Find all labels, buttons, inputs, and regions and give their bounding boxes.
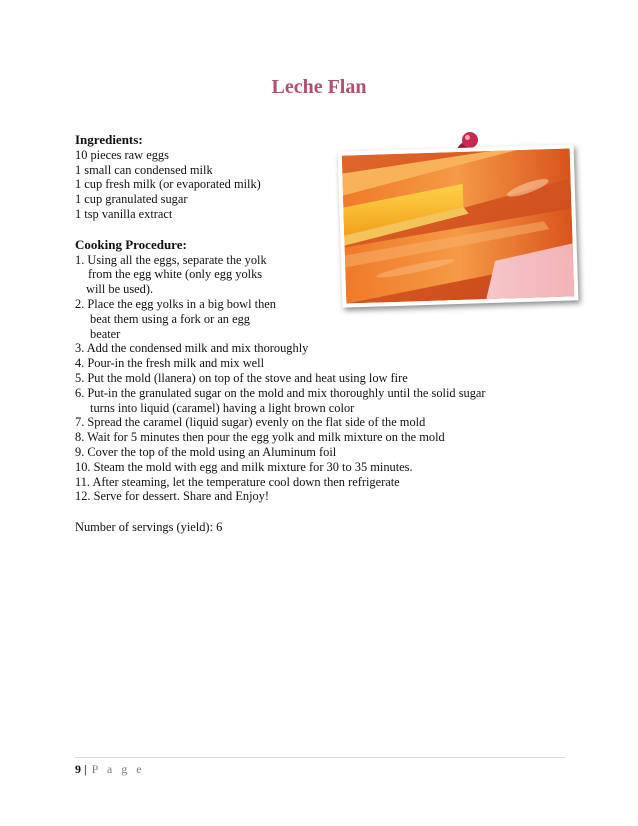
footer-separator: | bbox=[84, 762, 87, 776]
procedure-heading: Cooking Procedure: bbox=[75, 236, 187, 252]
procedure-step: 2. Place the egg yolks in a big bowl then bbox=[75, 296, 276, 311]
page-title: Leche Flan bbox=[271, 76, 367, 98]
procedure-step: 5. Put the mold (llanera) on top of the stove and heat using low fire bbox=[75, 370, 408, 385]
ingredient-item: 1 cup granulated sugar bbox=[75, 192, 188, 207]
procedure-step: 6. Put-in the granulated sugar on the mold and mix thoroughly until the solid sugar bbox=[75, 385, 486, 400]
servings-text: Number of servings (yield): 6 bbox=[75, 520, 223, 535]
ingredient-item: 10 pieces raw eggs bbox=[75, 147, 169, 162]
footer-divider bbox=[75, 757, 565, 758]
procedure-step-continuation: will be used). bbox=[86, 282, 154, 297]
page-footer bbox=[75, 762, 145, 777]
recipe-body bbox=[75, 133, 575, 535]
ingredients-heading: Ingredients: bbox=[75, 132, 143, 147]
procedure-step-continuation: beater bbox=[90, 326, 121, 341]
procedure-step: 8. Wait for 5 minutes then pour the egg yolk and milk mixture on the mold bbox=[75, 430, 445, 445]
procedure-step: 10. Steam the mold with egg and milk mixture for 30 to 35 minutes. bbox=[75, 459, 413, 474]
ingredient-item: 1 cup fresh milk (or evaporated milk) bbox=[75, 177, 261, 192]
procedure-step: 4. Pour-in the fresh milk and mix well bbox=[75, 356, 265, 371]
page-number: 9 bbox=[75, 762, 81, 776]
procedure-step: 12. Serve for dessert. Share and Enjoy! bbox=[75, 489, 270, 504]
page-label: P a g e bbox=[91, 762, 145, 776]
procedure-step-continuation: beat them using a fork or an egg bbox=[90, 311, 250, 326]
procedure-step: 7. Spread the caramel (liquid sugar) evenly on the flat side of the mold bbox=[75, 415, 426, 430]
procedure-step: 3. Add the condensed milk and mix thoroughly bbox=[75, 341, 309, 356]
ingredient-item: 1 tsp vanilla extract bbox=[75, 206, 173, 221]
procedure-step: 11. After steaming, let the temperature cool down then refrigerate bbox=[75, 474, 400, 489]
ingredient-item: 1 small can condensed milk bbox=[75, 162, 213, 177]
procedure-step: 1. Using all the eggs, separate the yolk bbox=[75, 252, 267, 267]
procedure-step-continuation: turns into liquid (caramel) having a light brown color bbox=[90, 400, 355, 415]
procedure-step: 9. Cover the top of the mold using an Aluminum foil bbox=[75, 444, 337, 459]
procedure-step-continuation: from the egg white (only egg yolks bbox=[88, 267, 263, 282]
